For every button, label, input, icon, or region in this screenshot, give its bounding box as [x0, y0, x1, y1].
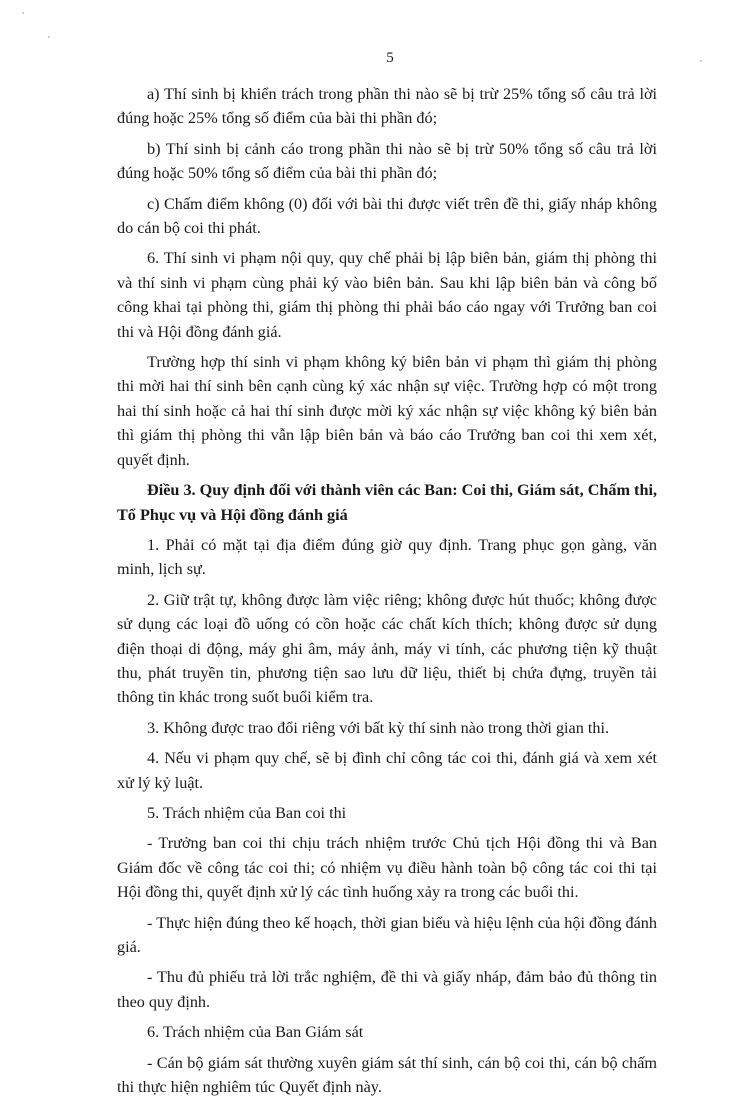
paragraph-discipline: 4. Nếu vi phạm quy chế, sẽ bị đình chỉ công tác coi thi, đánh giá và xem xét xử lý kỷ luật.: [117, 749, 657, 792]
scan-speck: [22, 12, 24, 14]
paragraph-violation-report: 6. Thí sinh vi phạm nội quy, quy chế phải bị lập biên bản, giám thị phòng thi và thí sinh vi phạm cùng phải ký vào biên bản. Sau khi lập biên bản và công bố công khai tại phòng thi, giám thị phòng thi phải báo cáo ngay với Trưởng ban coi thi và Hội đồng đánh giá.: [117, 249, 657, 341]
paragraph-order-rules: 2. Giữ trật tự, không được làm việc riêng; không được hút thuốc; không được sử dụng các loại đồ uống có cồn hoặc các chất kích thích; không được sử dụng điện thoại di động, máy ghi âm, máy ảnh, máy vi tính, các phương tiện kỹ thuật thu, phát truyền tin, phương tiện sao lưu dữ liệu, thiết bị chứa đựng, truyền tải thông tin khác trong suốt buổi kiểm tra.: [117, 590, 657, 707]
paragraph-penalty-warning: b) Thí sinh bị cảnh cáo trong phần thi nào sẽ bị trừ 50% tổng số câu trả lời đúng hoặc 50% tổng số điểm của bài thi phần đó;: [117, 139, 657, 183]
paragraph-penalty-reprimand: a) Thí sinh bị khiển trách trong phần thi nào sẽ bị trừ 25% tổng số câu trả lời đúng hoặc 25% tổng số điểm của bài thi phần đó;: [117, 85, 657, 128]
paragraph-refusal-to-sign: Trường hợp thí sinh vi phạm không ký biên bản vi phạm thì giám thị phòng thi mời hai thí sinh bên cạnh cùng ký xác nhận sự việc. Trường hợp có một trong hai thí sinh hoặc cả hai thí sinh được mời ký xác nhận sự việc không ký biên bản thì giám thị phòng thi vẫn lập biên bản và báo cáo Trưởng ban coi thi xem xét, quyết định.: [117, 353, 657, 469]
page-number: 5: [386, 50, 394, 66]
section-supervision-board-title: 6. Trách nhiệm của Ban Giám sát: [147, 1023, 364, 1042]
paragraph-head-proctor-duty: - Trưởng ban coi thi chịu trách nhiệm trước Chủ tịch Hội đồng thi và Ban Giám đốc về công tác coi thi; có nhiệm vụ điều hành toàn bộ công tác coi thi tại Hội đồng thi, quyết định xử lý các tình huống xảy ra trong các buổi thi.: [117, 834, 657, 902]
paragraph-follow-schedule: - Thực hiện đúng theo kế hoạch, thời gian biểu và hiệu lệnh của hội đồng đánh giá.: [117, 913, 657, 956]
paragraph-no-private-exchange: 3. Không được trao đổi riêng với bất kỳ thí sinh nào trong thời gian thi.: [147, 718, 610, 737]
paragraph-penalty-zero-score: c) Chấm điểm không (0) đối với bài thi được viết trên đề thi, giấy nháp không do cán bộ coi thi phát.: [117, 194, 657, 238]
paragraph-attendance: 1. Phải có mặt tại địa điểm đúng giờ quy định. Trang phục gọn gàng, văn minh, lịch sự.: [117, 535, 657, 579]
article-3-heading: Điều 3. Quy định đối với thành viên các Ban: Coi thi, Giám sát, Chấm thi, Tổ Phục vụ và Hội đồng đánh giá: [117, 481, 657, 524]
paragraph-supervisor-duty: - Cán bộ giám sát thường xuyên giám sát thí sinh, cán bộ coi thi, cán bộ chấm thi thực hiện nghiêm túc Quyết định này.: [117, 1053, 657, 1097]
section-proctor-board-title: 5. Trách nhiệm của Ban coi thi: [147, 803, 347, 822]
scan-speck: [48, 36, 50, 38]
paragraph-collect-sheets: - Thu đủ phiếu trả lời trắc nghiệm, đề thi và giấy nháp, đảm bảo đủ thông tin theo quy định.: [117, 968, 657, 1011]
document-body: [117, 82, 657, 1105]
